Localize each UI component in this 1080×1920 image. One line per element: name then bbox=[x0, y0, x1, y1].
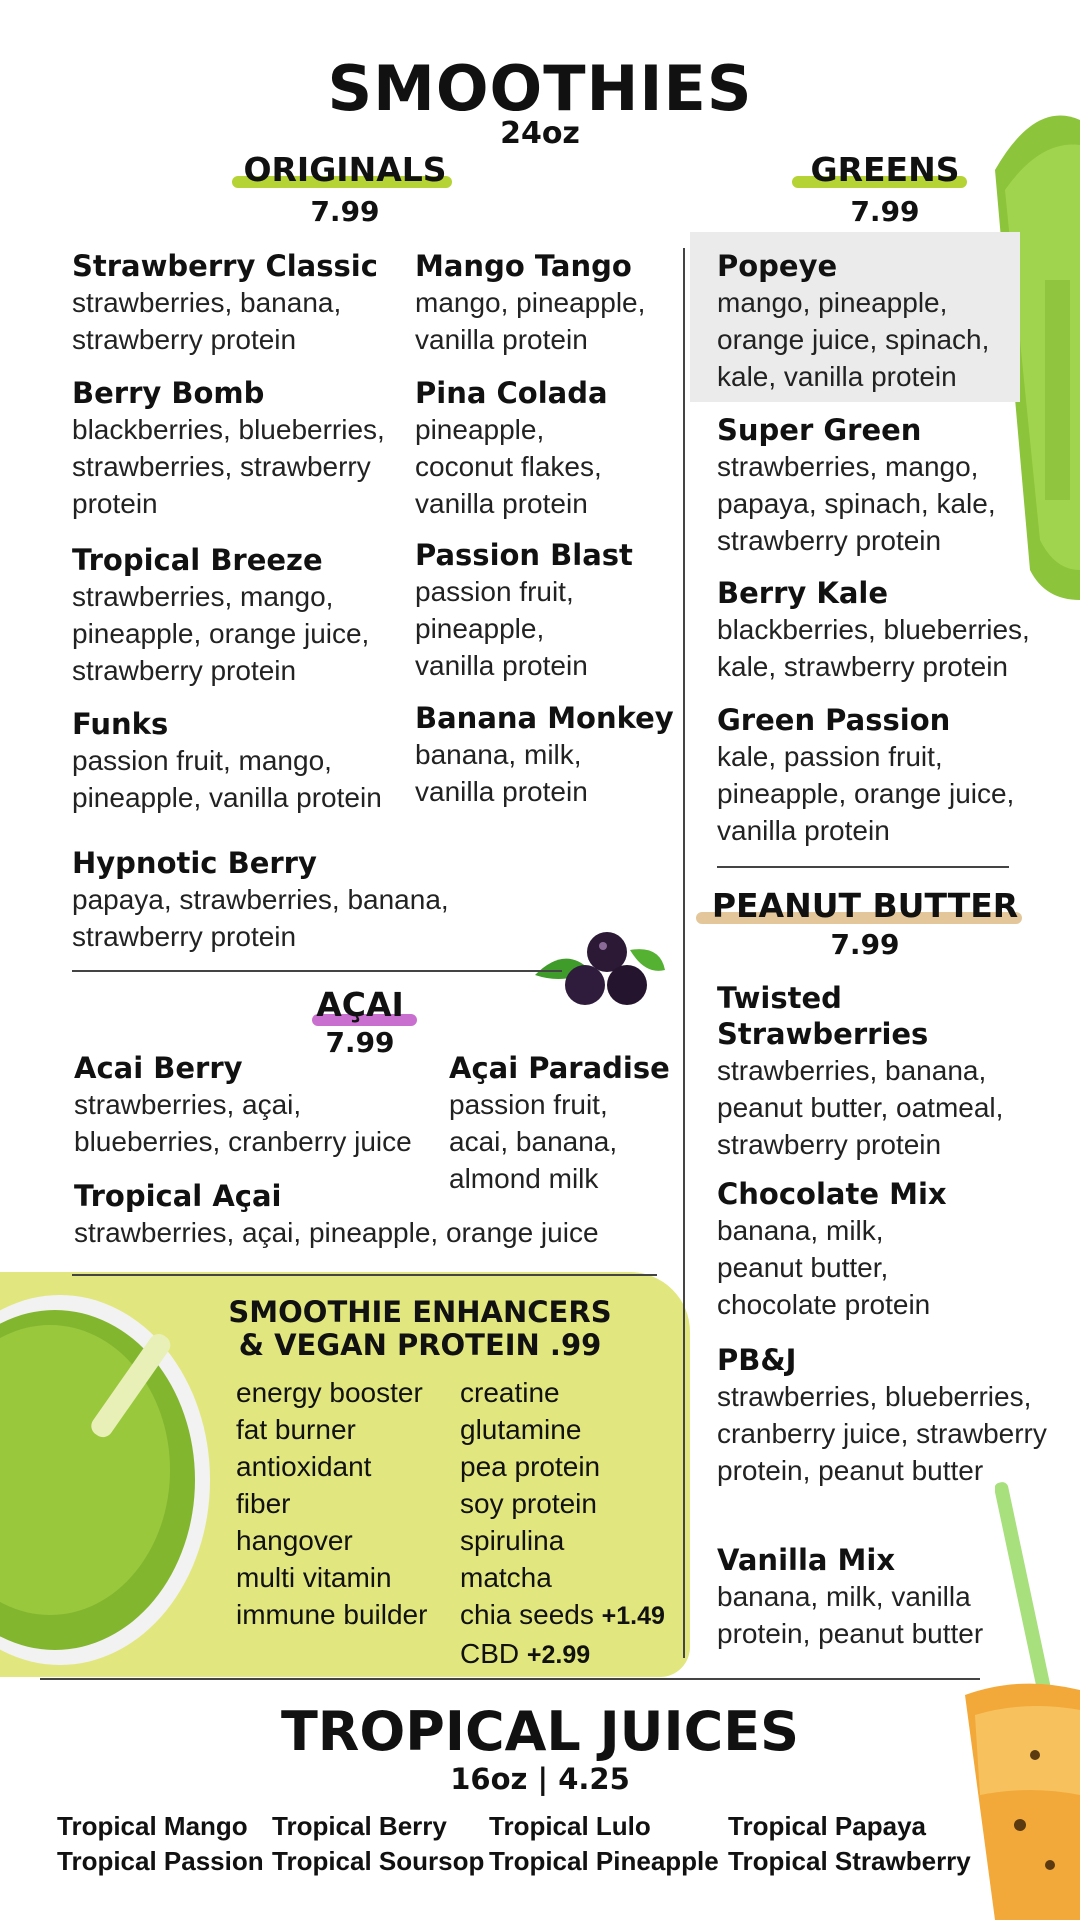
item-desc: strawberries, banana, strawberry protein bbox=[72, 287, 342, 355]
juice-item: Tropical Soursop bbox=[272, 1846, 485, 1876]
peanut-butter-title: PEANUT BUTTER bbox=[711, 886, 1019, 925]
originals-title: ORIGINALS bbox=[243, 150, 447, 189]
enhancer-item: hangover bbox=[236, 1525, 353, 1556]
item-name: Funks bbox=[72, 707, 169, 741]
menu-item bbox=[72, 845, 492, 955]
menu-item bbox=[717, 412, 1047, 559]
enhancer-item bbox=[460, 1596, 665, 1635]
enhancer-item: spirulina bbox=[460, 1525, 565, 1556]
item-desc: passion fruit, pineapple, vanilla protein bbox=[415, 576, 588, 681]
item-name: Passion Blast bbox=[415, 538, 633, 572]
enhancer-item: pea protein bbox=[460, 1451, 601, 1482]
menu-item bbox=[717, 1542, 1047, 1652]
item-name: Açai Paradise bbox=[449, 1051, 670, 1085]
menu-item bbox=[72, 706, 412, 816]
menu-item bbox=[74, 1178, 674, 1251]
enhancer-item-label: chia seeds bbox=[460, 1599, 594, 1630]
enhancer-item: creatine bbox=[460, 1377, 560, 1408]
page-subtitle: 24oz bbox=[500, 116, 580, 151]
item-name: Banana Monkey bbox=[415, 701, 674, 735]
enhancers-title bbox=[205, 1296, 635, 1362]
item-desc: strawberries, banana, peanut butter, oatmeal, strawberry protein bbox=[717, 1055, 1004, 1160]
enhancer-item: matcha bbox=[460, 1562, 552, 1593]
item-name: Tropical Açai bbox=[74, 1179, 282, 1213]
enhancer-item: multi vitamin bbox=[236, 1562, 392, 1593]
item-name: Berry Kale bbox=[717, 576, 889, 610]
menu-item bbox=[717, 1342, 1062, 1489]
page-title: SMOOTHIES bbox=[327, 52, 753, 125]
acai-divider bbox=[72, 970, 562, 972]
juice-item: Tropical Papaya bbox=[728, 1811, 926, 1841]
enhancer-item-label: CBD bbox=[460, 1638, 520, 1669]
item-name: Pina Colada bbox=[415, 376, 608, 410]
acai-title: AÇAI bbox=[316, 985, 404, 1024]
juice-item: Tropical Berry bbox=[272, 1811, 447, 1841]
enhancers-list-2 bbox=[460, 1374, 665, 1674]
greens-price: 7.99 bbox=[850, 195, 920, 228]
juice-item: Tropical Mango bbox=[57, 1811, 248, 1841]
item-desc: strawberries, mango, pineapple, orange juice, strawberry protein bbox=[72, 581, 370, 686]
juice-item: Tropical Pineapple bbox=[489, 1846, 719, 1876]
item-name: PB&J bbox=[717, 1343, 797, 1377]
peanut-butter-price: 7.99 bbox=[830, 928, 900, 961]
juice-item: Tropical Passion bbox=[57, 1846, 264, 1876]
juices-title: TROPICAL JUICES bbox=[280, 1700, 800, 1763]
item-name: Hypnotic Berry bbox=[72, 846, 317, 880]
item-desc: strawberries, mango, papaya, spinach, kale, strawberry protein bbox=[717, 451, 996, 556]
item-desc: blackberries, blueberries, strawberries, strawberry protein bbox=[72, 414, 385, 519]
enhancer-item: soy protein bbox=[460, 1488, 597, 1519]
item-desc: papaya, strawberries, banana, strawberry protein bbox=[72, 884, 449, 952]
cbd-extra-price: +2.99 bbox=[526, 1641, 591, 1669]
enhancer-item: antioxidant bbox=[236, 1451, 372, 1482]
menu-item bbox=[717, 980, 1057, 1163]
menu-item bbox=[72, 248, 412, 358]
enhancer-item: fat burner bbox=[236, 1414, 356, 1445]
juice-item: Tropical Lulo bbox=[489, 1811, 651, 1841]
acai-berries-image bbox=[535, 930, 670, 1015]
enhancers-title-line2: & VEGAN PROTEIN .99 bbox=[238, 1328, 602, 1362]
juices-subtitle: 16oz | 4.25 bbox=[450, 1762, 630, 1796]
item-desc: blackberries, blueberries, kale, strawberry protein bbox=[717, 614, 1030, 682]
menu-item bbox=[415, 700, 755, 810]
menu-item bbox=[74, 1050, 444, 1160]
item-name: Twisted Strawberries bbox=[717, 981, 929, 1051]
menu-item bbox=[415, 248, 755, 358]
enhancer-item: immune builder bbox=[236, 1599, 428, 1630]
enhancer-item: energy booster bbox=[236, 1377, 423, 1408]
menu-item bbox=[717, 248, 1047, 395]
menu-item bbox=[415, 537, 755, 684]
green-smoothie-bowl-image bbox=[0, 1285, 215, 1675]
menu-item bbox=[72, 375, 412, 522]
item-name: Green Passion bbox=[717, 703, 951, 737]
item-desc: banana, milk, peanut butter, chocolate protein bbox=[717, 1215, 931, 1320]
enhancer-item bbox=[460, 1635, 665, 1674]
enhancers-list-1 bbox=[236, 1374, 427, 1633]
item-name: Strawberry Classic bbox=[72, 249, 378, 283]
item-desc: kale, passion fruit, pineapple, orange juice, vanilla protein bbox=[717, 741, 1015, 846]
item-name: Super Green bbox=[717, 413, 922, 447]
juices-divider bbox=[40, 1678, 980, 1680]
enhancer-item: glutamine bbox=[460, 1414, 582, 1445]
greens-title: GREENS bbox=[810, 150, 960, 189]
item-desc: banana, milk, vanilla protein bbox=[415, 739, 588, 807]
enhancer-item: fiber bbox=[236, 1488, 291, 1519]
menu-item bbox=[717, 575, 1062, 685]
item-desc: passion fruit, mango, pineapple, vanilla protein bbox=[72, 745, 382, 813]
enhancers-title-line1: SMOOTHIE ENHANCERS bbox=[228, 1295, 612, 1329]
item-desc: pineapple, coconut flakes, vanilla protein bbox=[415, 414, 602, 519]
menu-item bbox=[717, 702, 1057, 849]
item-name: Popeye bbox=[717, 249, 838, 283]
item-name: Berry Bomb bbox=[72, 376, 265, 410]
item-desc: mango, pineapple, orange juice, spinach, kale, vanilla protein bbox=[717, 287, 990, 392]
item-desc: banana, milk, vanilla protein, peanut butter bbox=[717, 1581, 984, 1649]
menu-item bbox=[415, 375, 755, 522]
item-desc: passion fruit, acai, banana, almond milk bbox=[449, 1089, 618, 1194]
item-name: Acai Berry bbox=[74, 1051, 243, 1085]
item-desc: mango, pineapple, vanilla protein bbox=[415, 287, 646, 355]
chia-extra-price: +1.49 bbox=[601, 1602, 665, 1630]
item-name: Chocolate Mix bbox=[717, 1177, 947, 1211]
item-desc: strawberries, blueberries, cranberry juice, strawberry protein, peanut butter bbox=[717, 1381, 1047, 1486]
item-name: Vanilla Mix bbox=[717, 1543, 896, 1577]
peanut-divider bbox=[717, 866, 1009, 868]
item-name: Mango Tango bbox=[415, 249, 632, 283]
item-desc: strawberries, açai, blueberries, cranberry juice bbox=[74, 1089, 412, 1157]
originals-price: 7.99 bbox=[310, 195, 380, 228]
juice-item: Tropical Strawberry bbox=[728, 1846, 971, 1876]
acai-price: 7.99 bbox=[325, 1026, 395, 1059]
item-name: Tropical Breeze bbox=[72, 543, 323, 577]
enhancer-divider bbox=[72, 1274, 657, 1276]
menu-item bbox=[717, 1176, 1057, 1323]
menu-item bbox=[72, 542, 412, 689]
menu-item bbox=[449, 1050, 679, 1197]
item-desc: strawberries, açai, pineapple, orange juice bbox=[74, 1217, 599, 1248]
